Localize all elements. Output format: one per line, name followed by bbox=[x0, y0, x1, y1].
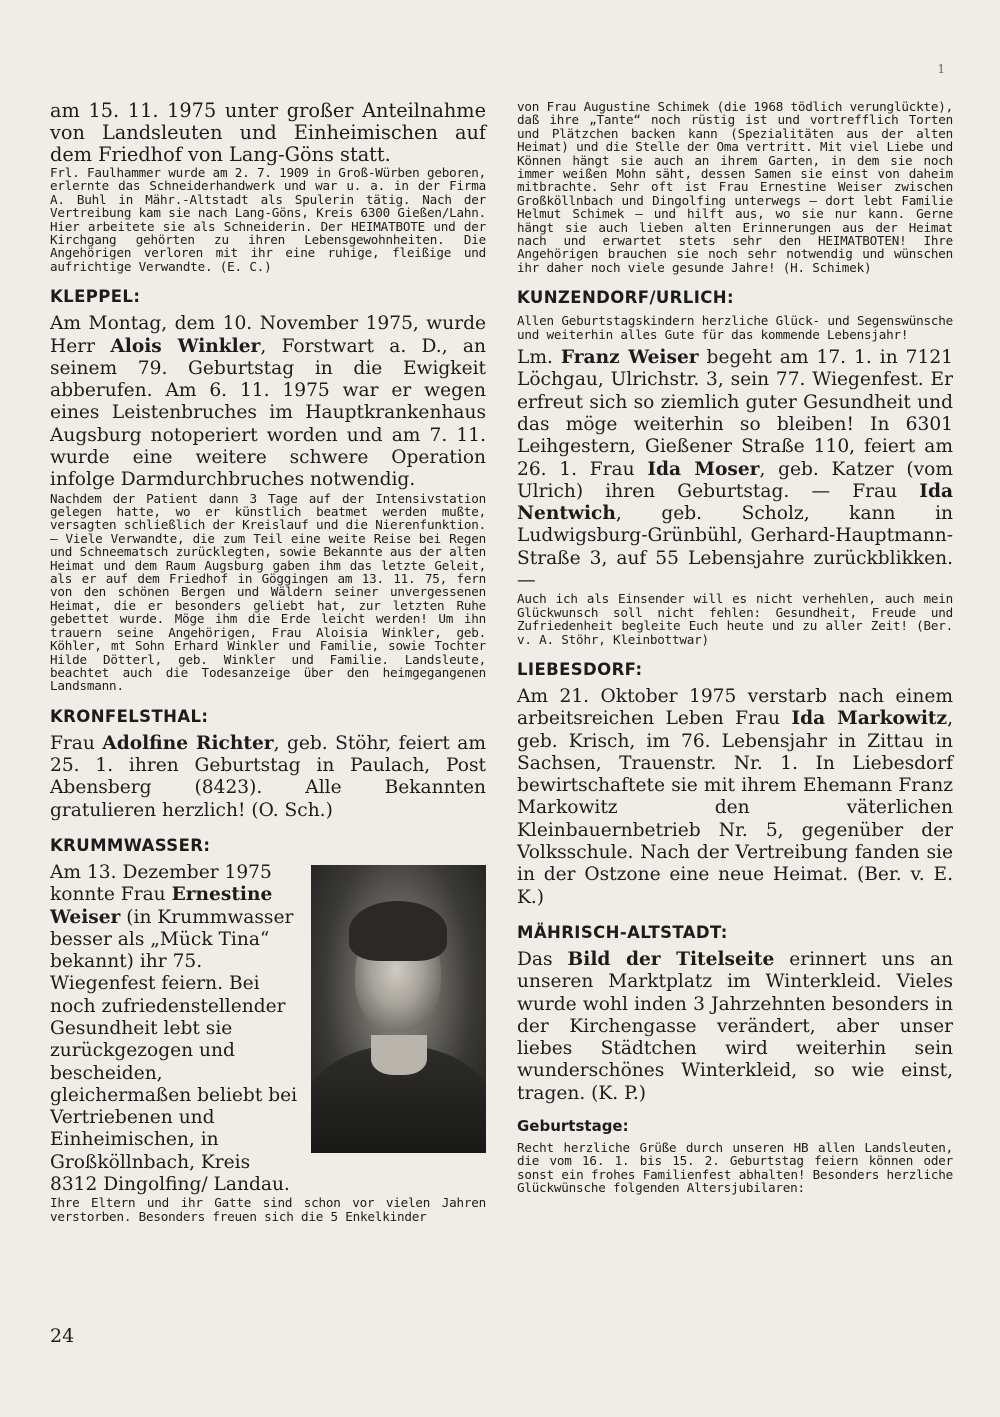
left-column bbox=[50, 100, 486, 1223]
name-ernestine-weiser: Ernestine Weiser bbox=[50, 884, 273, 928]
heading-kleppel: KLEPPEL: bbox=[50, 287, 141, 307]
liebesdorf-paragraph: Am 21. Oktober 1975 verstarb nach einem arbeitsreichen Leben Frau Ida Markowitz, geb. Krisch, im 76. Lebensjahr in Zittau in Sachsen, Trauenstr. Nr. 1. In Liebesdorf bewirtschaftete sie mit ihrem Ehemann Franz Markowitz den väterlichen Kleinbauernbetrieb Nr. 5, gegenüber der Volksschule. Nach der Vertreibung fanden sie in der Ostzone eine neue Heimat. (Ber. v. E. K.) bbox=[517, 685, 953, 908]
kleppel-paragraph: Am Montag, dem 10. November 1975, wurde Herr Alois Winkler, Forstwart a. D., an seinem 79. Geburtstag in die Ewigkeit abberufen. Am 6. 11. 1975 war er wegen eines Leistenbruches im Hauptkrankenhaus Augsburg notoperiert worden und am 7. 11. wurde eine weitere schwere Operation infolge Darmdurchbruches notwendig. bbox=[50, 313, 486, 491]
krummwasser-paragraph: Am 13. Dezember 1975 konnte Frau Ernestine Weiser (in Krummwasser besser als „Mück Tina“ bekannt) ihr 75. Wiegenfest feiern. Bei noch zufriedenstellender Gesundheit lebt sie zurückgezogen und bescheiden, gleichermaßen beliebt bei Vertriebenen und Einheimischen, in Großköllnbach, Kreis 8312 Dingolfing/ Landau. bbox=[50, 861, 298, 1196]
name-adolfine-richter: Adolfine Richter bbox=[102, 732, 274, 754]
kronfelsthal-paragraph: Frau Adolfine Richter, geb. Stöhr, feiert am 25. 1. ihren Geburtstag in Paulach, Post Abensberg (8423). Alle Bekannten gratulieren herzlich! (O. Sch.) bbox=[50, 732, 486, 821]
heading-kunzendorf: KUNZENDORF/URLICH: bbox=[517, 288, 734, 308]
kleppel-small-paragraph: Nachdem der Patient dann 3 Tage auf der Intensivstation gelegen hatte, wo er künstlich beatmet werden mußte, versagten schließlich der Kreislauf und die Nierenfunktion. – Viele Verwandte, die zum Teil eine weite Reise bei Regen und Schneematsch zurücklegten, sowie Bekannte aus der alten Heimat und dem Raum Augsburg gaben ihm das letzte Geleit, als er auf dem Friedhof in Göggingen am 13. 11. 75, fern von den schönen Bergen und Wäldern seiner unvergessenen Heimat, die er besonders geliebt hat, zur letzten Ruhe gebettet wurde. Möge ihm die Erde leicht werden! Um ihn trauern seine Angehörigen, Frau Aloisia Winkler, geb. Köhler, mt Sohn Erhard Winkler und Familie, sowie Tochter Hilde Dötterl, geb. Winkler und Familie. Landsleute, beachtet auch die Todesanzeige über den heimgegangenen Landsmann. bbox=[50, 490, 486, 694]
corner-mark: 1 bbox=[937, 62, 945, 76]
altstadt-small-paragraph: Recht herzliche Grüße durch unseren HB allen Landsleuten, die vom 16. 1. bis 15. 2. Geburtstag feiern können oder sonst ein frohes Familienfest abhalten! Besonders herzliche Glückwünsche folgenden Altersjubilaren: bbox=[517, 1140, 953, 1196]
subheading-geburtstage: Geburtstage: bbox=[517, 1117, 629, 1136]
kunzendorf-small-paragraph: Auch ich als Einsender will es nicht verhehlen, auch mein Glückwunsch soll nicht fehlen: Gesundheit, Freude und Zufriedenheit begleite Euch heute und zu aller Zeit! (Ber. v. A. Stöhr, Kleinbottwar) bbox=[517, 591, 953, 647]
page-number: 24 bbox=[50, 1325, 75, 1347]
continued-small-paragraph: von Frau Augustine Schimek (die 1968 tödlich verunglückte), daß ihre „Tante“ noch rüstig ist und vortrefflich Torten und Plätzchen backen kann (Spezialitäten aus der alten Heimat) und die Stelle der Oma vertritt. Mit viel Liebe und Können hängt sie auch an ihrem Garten, in dem sie noch immer weißen Mohn säht, dessen Samen sie einst von daheim mitbrachte. Sehr oft ist Frau Ernestine Weiser zwischen Großköllnbach und Dingolfing unterwegs – dort lebt Familie Helmut Schimek – und hilft aus, wo sie nur kann. Gerne hängt sie auch lieben alten Erinnerungen aus der Heimat nach und erwartet stets sehr den HEIMATBOTEN! Ihre Angehörigen brauchen sie noch sehr notwendig und wünschen ihr daher noch viele gesunde Jahre! (H. Schimek) bbox=[517, 99, 953, 275]
heading-krummwasser: KRUMMWASSER: bbox=[50, 835, 211, 855]
right-column bbox=[517, 100, 953, 1195]
heading-liebesdorf: LIEBESDORF: bbox=[517, 659, 643, 679]
intro-paragraph: am 15. 11. 1975 unter großer Anteilnahme von Landsleuten und Einheimischen auf dem Friedhof von Lang-Göns statt. bbox=[50, 99, 486, 166]
kunzendorf-greeting: Allen Geburtstagskindern herzliche Glück- und Segenswünsche und weiterhin alles Gute für das kommende Lebensjahr! bbox=[517, 313, 953, 342]
krummwasser-small-paragraph: Ihre Eltern und ihr Gatte sind schon vor vielen Jahren verstorben. Besonders freuen sich die 5 Enkelkinder bbox=[50, 1195, 486, 1224]
kunzendorf-paragraph: Lm. Franz Weiser begeht am 17. 1. in 7121 Löchgau, Ulrichstr. 3, sein 77. Wiegenfest. Er erfreut sich so ziemlich guter Gesundheit und das möge weiterhin so bleiben! In 6301 Leihgestern, Gießener Straße 110, feiert am 26. 1. Frau Ida Moser, geb. Katzer (vom Ulrich) ihren Geburtstag. — Frau Ida Nentwich, geb. Scholz, kann in Ludwigsburg-Grünbühl, Gerhard-Hauptmann-Straße 3, auf 55 Lebensjahre zurückblikken. — bbox=[517, 347, 953, 592]
heading-maehrisch-altstadt: MÄHRISCH-ALTSTADT: bbox=[517, 922, 728, 942]
heading-kronfelsthal: KRONFELSTHAL: bbox=[50, 706, 209, 726]
portrait-photo bbox=[311, 865, 486, 1153]
altstadt-paragraph: Das Bild der Titelseite erinnert uns an unseren Marktplatz im Winterkleid. Vieles wurde wohl inden 3 Jahrzehnten besonders in der Kirchengasse verändert, aber unser liebes Städtchen wird weiterhin sein wunderschönes Winterkleid, so wie einst, tragen. (K. P.) bbox=[517, 948, 954, 1104]
intro-small-paragraph: Frl. Faulhammer wurde am 2. 7. 1909 in Groß-Würben geboren, erlernte das Schneiderhandwerk und war u. a. in der Firma A. Buhl in Mähr.-Altstadt als Spulerin tätig. Nach der Vertreibung kam sie nach Lang-Göns, Kreis 6300 Gießen/Lahn. Hier arbeitete sie als Schneiderin. Der HEIMATBOTE und der Kirchgang gehörten zu ihren Lebensgewohnheiten. Die Angehörigen verloren mit ihr eine ruhige, fleißige und aufrichtige Verwandte. (E. C.) bbox=[50, 165, 486, 274]
name-alois-winkler: Alois Winkler bbox=[110, 335, 261, 357]
